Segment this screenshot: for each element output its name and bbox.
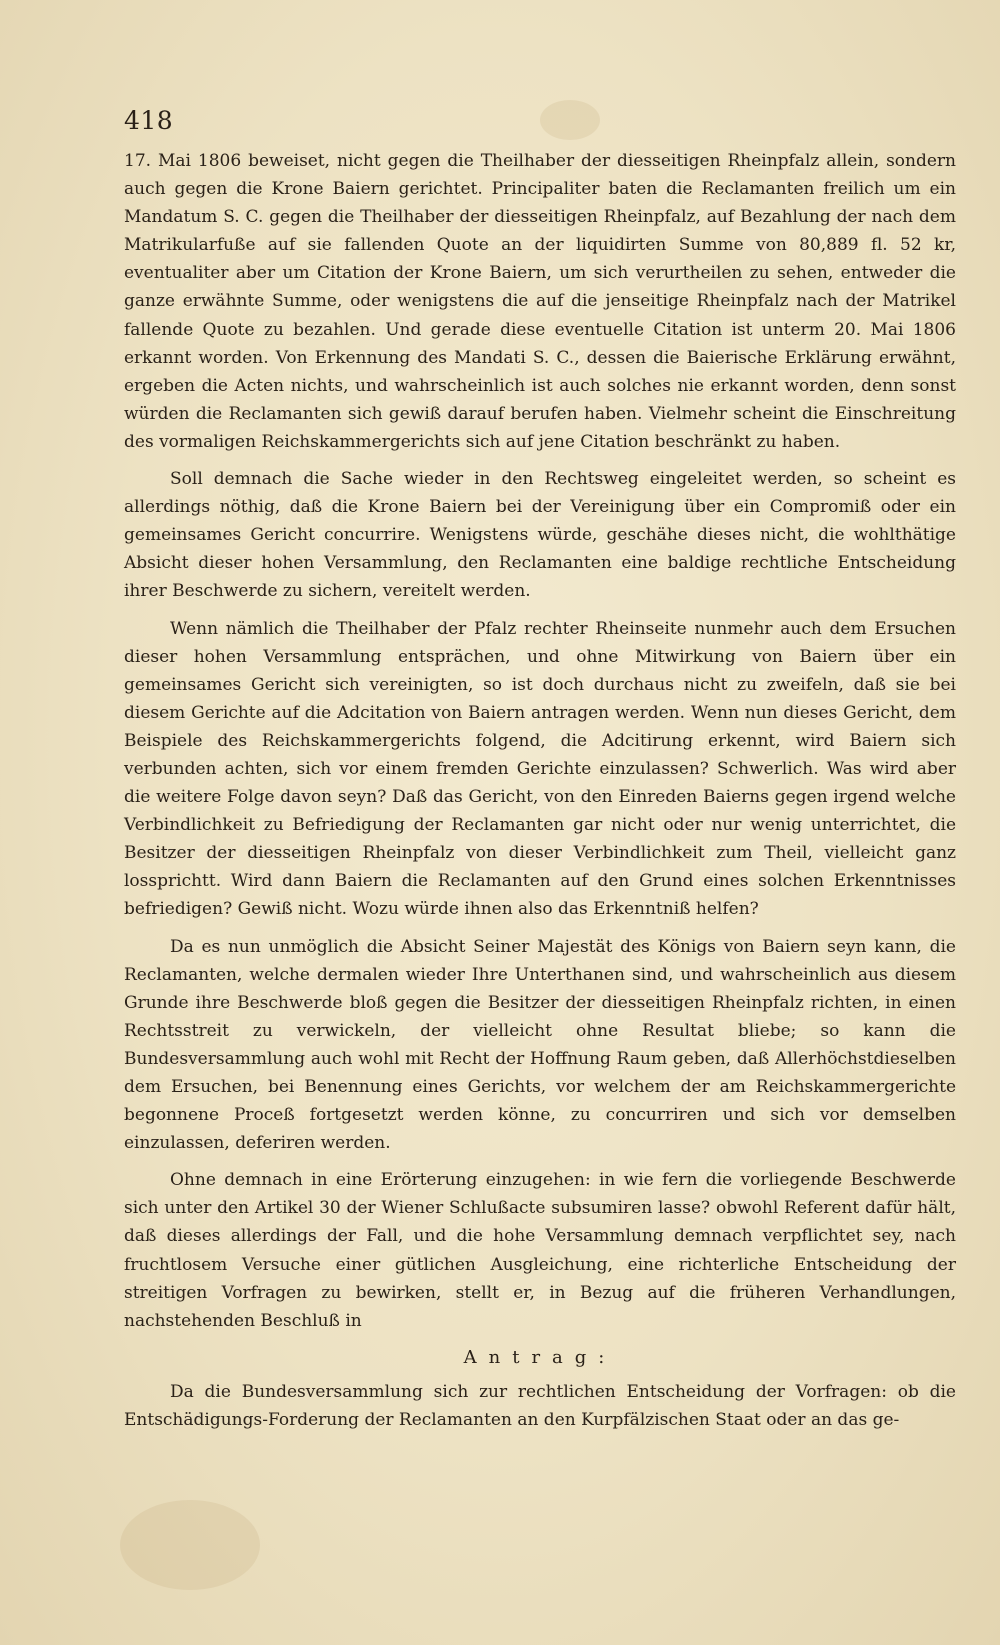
paragraph-2: Soll demnach die Sache wieder in den Rechtsweg eingeleitet werden, so scheint es allerdings nöthig, daß die Krone Baiern bei der Vereinigung über ein Compromiß oder ein gemeinsames Gericht concurrire. Wenigstens würde, geschähe dieses nicht, die wohlthätige Absicht dieser hohen Versammlung, den Reclamanten eine baldige rechtliche Entscheidung ihrer Beschwerde zu sichern, vereitelt werden.	[124, 469, 956, 602]
body-text	[124, 147, 956, 1434]
paragraph-final: Da die Bundesversammlung sich zur rechtlichen Entscheidung der Vorfragen: ob die Entschädigungs-Forderung der Reclamanten an den Kurpfälzischen Staat oder an das ge-	[124, 1381, 956, 1431]
paragraph-1: 17. Mai 1806 beweiset, nicht gegen die Theilhaber der diesseitigen Rheinpfalz allein, sondern auch gegen die Krone Baiern gerichtet. Principaliter baten die Reclamanten freilich um ein Mandatum S. C. gegen die Theilhaber der diesseitigen Rheinpfalz, auf Bezahlung der nach dem Matrikularfuße auf sie fallenden Quote an der liquidirten Summe von 80,889 fl. 52 kr, eventualiter aber um Citation der Krone Baiern, um sich verurtheilen zu sehen, entweder die ganze erwähnte Summe, oder wenigstens die auf die jenseitige Rheinpfalz nach der Matrikel fallende Quote zu bezahlen. Und gerade diese eventuelle Citation ist unterm 20. Mai 1806 erkannt worden. Von Erkennung des Mandati S. C., dessen die Baierische Erklärung erwähnt, ergeben die Acten nichts, und wahrscheinlich ist auch solches nie erkannt worden, denn sonst würden die Reclamanten sich gewiß darauf berufen haben. Vielmehr scheint die Einschreitung des vormaligen Reichskammergerichts sich auf jene Citation beschränkt zu haben.	[124, 151, 956, 452]
paper-stain	[540, 100, 600, 140]
paper-stain	[120, 1500, 260, 1590]
page-number: 418	[124, 106, 174, 135]
paragraph-5: Ohne demnach in eine Erörterung einzugehen: in wie fern die vorliegende Beschwerde sich unter den Artikel 30 der Wiener Schlußacte subsumiren lasse? obwohl Referent dafür hält, daß dieses allerdings der Fall, und die hohe Versammlung demnach verpflichtet sey, nach fruchtlosem Versuche einer gütlichen Ausgleichung, eine richterliche Entscheidung der streitigen Vorfragen zu bewirken, stellt er, in Bezug auf die früheren Verhandlungen, nachstehenden Beschluß in	[124, 1170, 956, 1331]
paragraph-4: Da es nun unmöglich die Absicht Seiner Majestät des Königs von Baiern seyn kann, die Reclamanten, welche dermalen wieder Ihre Unterthanen sind, und wahrscheinlich aus diesem Grunde ihre Beschwerde bloß gegen die Besitzer der diesseitigen Rheinpfalz richten, in einen Rechtsstreit zu verwickeln, der vielleicht ohne Resultat bliebe; so kann die Bundesversammlung auch wohl mit Recht der Hoffnung Raum geben, daß Allerhöchstdieselben dem Ersuchen, bei Benennung eines Gerichts, vor welchem der am Reichskammergerichte begonnene Proceß fortgesetzt werden könne, zu concurriren und sich vor demselben einzulassen, deferiren werden.	[124, 936, 956, 1154]
paragraph-3: Wenn nämlich die Theilhaber der Pfalz rechter Rheinseite nunmehr auch dem Ersuchen dieser hohen Versammlung entsprächen, und ohne Mitwirkung von Baiern über ein gemeinsames Gericht sich vereinigten, so ist doch durchaus nicht zu zweifeln, daß sie bei diesem Gerichte auf die Adcitation von Baiern antragen werden. Wenn nun dieses Gericht, dem Beispiele des Reichskammergerichts folgend, die Adcitirung erkennt, wird Baiern sich verbunden achten, sich vor einem fremden Gerichte einzulassen? Schwerlich. Was wird aber die weitere Folge davon seyn? Daß das Gericht, von den Einreden Baierns gegen irgend welche Verbindlichkeit zu Befriedigung der Reclamanten gar nicht oder nur wenig unterrichtet, die Besitzer der diesseitigen Rheinpfalz von dieser Verbindlichkeit zum Theil, vielleicht ganz lossprichtt. Wird dann Baiern die Reclamanten auf den Grund eines solchen Erkenntnisses befriedigen? Gewiß nicht. Wozu würde ihnen also das Erkenntniß helfen?	[124, 618, 956, 920]
section-heading: Antrag:	[463, 1346, 617, 1368]
